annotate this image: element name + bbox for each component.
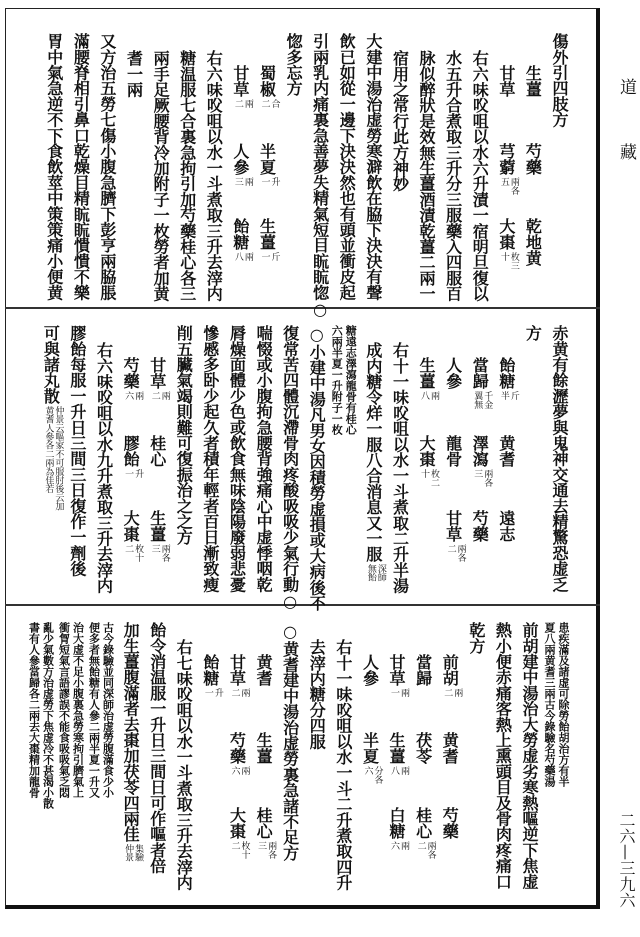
main-text: ○黄耆建中湯治虚勞裏急諸不足方 <box>280 622 300 861</box>
ingredient <box>436 732 463 764</box>
ingredient-name: 甘草 <box>387 654 407 686</box>
ingredient <box>492 218 519 271</box>
ingredient-name: 芍藥 <box>470 510 490 542</box>
text-line <box>386 50 413 191</box>
ingredient-name: 生薑 <box>147 510 167 542</box>
ingredient <box>117 435 144 479</box>
dosage-note: 升一 <box>123 469 144 478</box>
ingredient <box>439 357 466 389</box>
text-column <box>120 33 147 318</box>
text-column <box>173 33 200 318</box>
ingredient-name: 龍骨 <box>443 435 463 467</box>
dosage-note: 兩三 <box>232 177 253 186</box>
text-line <box>170 325 197 545</box>
text-column <box>196 325 223 610</box>
text-column <box>542 622 572 907</box>
ingredient-name: 芍藥 <box>121 357 141 389</box>
ingredient-name: 膠飴 <box>121 435 141 467</box>
ingredient <box>382 732 409 776</box>
dosage-note: 枚十二 <box>229 841 250 859</box>
dosage-note: 枚三十 <box>498 252 519 270</box>
ingredient-name: 澤瀉 <box>470 435 490 467</box>
text-column <box>276 325 303 610</box>
ingredient-name: 當歸 <box>470 357 490 389</box>
ingredient <box>412 435 439 488</box>
text-line <box>462 622 489 653</box>
text-column <box>545 325 572 610</box>
text-line <box>249 325 276 592</box>
text-line <box>359 33 386 300</box>
ingredient <box>117 510 144 563</box>
text-column <box>409 622 436 907</box>
dosage-note: 兩一 <box>389 688 410 697</box>
main-text: 宿用之常行此方神妙 <box>390 50 410 192</box>
text-line <box>37 325 64 510</box>
dosage-note: 合二 <box>259 99 280 108</box>
text-column <box>200 33 227 318</box>
ingredient-name: 蜀椒 <box>257 65 277 97</box>
text-line <box>329 639 356 890</box>
ingredient-name: 前胡 <box>440 654 460 686</box>
ingredient <box>436 807 463 839</box>
main-text: 赤黄有餘瀝夢與鬼神交通去精驚恐虚乏 <box>550 325 569 592</box>
ingredient-name: 桂心 <box>147 435 167 467</box>
text-line <box>306 33 333 319</box>
text-line <box>519 325 546 341</box>
text-column <box>170 622 197 907</box>
ingredient-name: 桂心 <box>254 807 274 839</box>
ingredient-name: 大棗 <box>496 218 516 250</box>
text-column <box>147 33 174 318</box>
text-line <box>147 50 174 301</box>
collection-label: 藏 <box>616 143 636 160</box>
ingredient <box>143 435 170 467</box>
ingredient-name: 黄耆 <box>496 435 516 467</box>
ingredient-name: 芍藥 <box>227 732 247 764</box>
main-text: 飴令消温服一升日三間日可作嘔者倍 <box>147 622 167 874</box>
ingredient-name: 大棗 <box>227 807 247 839</box>
ingredient <box>223 732 250 776</box>
ingredient-name: 人參 <box>360 654 380 686</box>
ingredient-name: 黄耆 <box>440 732 460 764</box>
text-column <box>249 325 276 610</box>
text-line <box>276 622 303 861</box>
text-column <box>67 33 94 318</box>
text-column <box>279 33 306 318</box>
ingredient <box>196 654 223 698</box>
text-column <box>306 33 333 318</box>
main-text: 乾方 <box>466 622 486 654</box>
text-line <box>120 50 147 97</box>
ingredient-name: 半夏 <box>257 143 277 175</box>
ingredient-name: 生薑 <box>257 218 277 250</box>
text-column <box>143 325 170 610</box>
text-column <box>329 325 359 610</box>
text-line <box>90 342 117 593</box>
text-column <box>462 622 489 907</box>
ingredient-name: 黄耆 <box>254 654 274 686</box>
page-number: 二六—三九六 <box>617 812 636 908</box>
dosage-note: 枚二十 <box>419 469 440 487</box>
main-text: 右七味㕮咀以水一斗煮取三升去滓内 <box>174 639 194 891</box>
text-column <box>386 325 413 610</box>
ingredient <box>519 218 546 266</box>
dosage-note: 斤半 <box>498 391 519 400</box>
main-text: 方 <box>523 325 543 341</box>
ingredient-name: 生薑 <box>387 732 407 764</box>
ingredient-name: 桂心 <box>413 807 433 839</box>
text-column <box>466 325 493 610</box>
text-column <box>249 622 276 907</box>
text-line <box>143 622 170 873</box>
main-text: 可與諸丸散 <box>41 325 61 404</box>
ingredient <box>253 218 280 262</box>
text-line <box>170 639 197 890</box>
text-column <box>37 325 64 610</box>
text-line <box>412 50 439 301</box>
ingredient <box>382 807 409 851</box>
text-line <box>200 50 227 301</box>
text-column <box>545 33 572 318</box>
dosage-note: 兩二 <box>149 391 170 400</box>
main-text: 膠飴每服一升日三間三日復作一劑後 <box>67 325 87 577</box>
ingredient-name: 甘草 <box>147 357 167 389</box>
dosage-note: 枚十二 <box>123 544 144 562</box>
text-line <box>545 33 572 127</box>
ingredient-name: 甘草 <box>230 65 250 97</box>
main-text: 右十一味㕮咀以水一斗二升煮取四升 <box>333 639 353 891</box>
text-column <box>93 33 120 318</box>
main-text: 右六味㕮咀以水六升漬一宿明旦復以 <box>470 50 490 302</box>
ingredient-name: 芍藥 <box>523 143 543 175</box>
main-text: ○小建中湯凡男女因積勞虚損或大病後不 <box>307 325 327 611</box>
text-column <box>519 325 546 610</box>
main-text: 前胡建中湯治大勞虚劣寒熱嘔逆下焦虚 <box>520 622 539 889</box>
ingredient-name: 甘草 <box>496 65 516 97</box>
text-panel-middle <box>8 325 572 610</box>
main-text: 右六味㕮咀以水一斗煮取三升去滓内 <box>204 50 224 302</box>
ingredient-name: 白糖 <box>387 807 407 839</box>
ingredient-name: 大棗 <box>417 435 437 467</box>
text-column <box>359 33 386 318</box>
interlinear-note: 仲景云嘔家不可服肘後云加黄耆人參各二兩為佳若 <box>43 405 64 510</box>
dosage-note: 斤一 <box>259 252 280 261</box>
main-text: 大建中湯治虚勞寒澼飲在脇下決決有聲 <box>363 33 383 300</box>
ingredient-name: 生薑 <box>254 732 274 764</box>
dosage-note: 兩二 <box>442 688 463 697</box>
ingredient <box>249 807 276 860</box>
text-line <box>93 33 120 300</box>
text-column <box>276 622 303 907</box>
ingredient <box>409 732 436 764</box>
text-column <box>196 622 223 907</box>
text-column <box>329 622 356 907</box>
text-line <box>196 325 223 592</box>
dosage-note: 兩六 <box>389 841 410 850</box>
text-column <box>27 622 57 907</box>
dosage-note: 分各六 <box>362 766 383 784</box>
text-column <box>170 325 197 610</box>
text-column <box>143 622 170 907</box>
ingredient <box>409 654 436 686</box>
dosage-note: 兩各三 <box>149 544 170 562</box>
main-text: 惚多忘方 <box>284 33 304 96</box>
text-line <box>386 342 413 593</box>
text-column <box>57 622 87 907</box>
ingredient-name: 甘草 <box>443 510 463 542</box>
ingredient <box>356 732 383 785</box>
ingredient <box>226 218 253 262</box>
interlinear-note: 深師無飴 <box>365 563 386 582</box>
text-column <box>223 325 250 610</box>
ingredient <box>409 807 436 860</box>
text-column <box>226 33 253 318</box>
dosage-note: 兩二 <box>232 99 253 108</box>
main-text: 耆一兩 <box>124 50 144 98</box>
ingredient-name: 生薑 <box>523 65 543 97</box>
main-text: 又方治五勞七傷小腹急臍下彭亨兩脇脹 <box>97 33 117 300</box>
text-line <box>333 33 360 300</box>
text-line <box>276 325 303 611</box>
text-line <box>63 325 90 576</box>
ingredient <box>466 510 493 542</box>
main-text: 脣燥面體少色或飲食無味陰陽廢弱悲憂 <box>227 325 247 592</box>
ingredient-name: 飴糖 <box>230 218 250 250</box>
main-text: 傷外引四肢方 <box>550 33 569 128</box>
ingredient <box>492 510 519 542</box>
main-text: 兩手足厥腰背冷加附子一枚勞者加黄 <box>151 50 171 302</box>
text-panel-top <box>8 33 572 318</box>
main-text: 胃中氣急逆不下食飲莖中策策痛小便黄 <box>44 33 64 300</box>
main-text: 脉似醉狀是效無生薑酒漬乾薑二兩一 <box>417 50 437 302</box>
main-text: 熱小便赤痛客熱上熏頭目及骨肉疼痛口 <box>493 622 513 889</box>
ingredient-name: 甘草 <box>227 654 247 686</box>
ingredient <box>117 357 144 401</box>
main-text: 去滓内糖分四服 <box>307 639 327 749</box>
text-column <box>382 622 409 907</box>
dosage-note: 兩各三 <box>472 469 493 487</box>
text-column <box>356 622 383 907</box>
text-column <box>492 325 519 610</box>
ingredient-name: 茯苓 <box>413 732 433 764</box>
main-text: 引兩乳内痛裏急善夢失精氣短目䀮䀮惚○ <box>310 33 330 319</box>
ingredient <box>143 357 170 401</box>
dosage-note: 升一 <box>259 177 280 186</box>
interlinear-note: 古今錄驗並同深師治虚勞腹滿食少小便多者無飴糖有人參二兩半夏一升又 <box>87 622 115 798</box>
interlinear-note: 集驗仲景 <box>123 843 144 862</box>
ingredient <box>356 654 383 686</box>
text-column <box>519 33 546 318</box>
dosage-note: 升一 <box>202 688 223 697</box>
text-line <box>67 33 94 300</box>
dosage-note: 兩八 <box>232 252 253 261</box>
dosage-note: 兩八 <box>389 766 410 775</box>
text-column <box>412 33 439 318</box>
text-column <box>117 325 144 610</box>
text-column <box>439 33 466 318</box>
ingredient <box>382 654 409 698</box>
text-line <box>303 325 330 611</box>
text-column <box>386 33 413 318</box>
ingredient <box>249 732 276 764</box>
text-column <box>492 33 519 318</box>
ingredient <box>412 357 439 401</box>
ingredient <box>249 654 276 686</box>
text-column <box>439 325 466 610</box>
ingredient-name: 遠志 <box>496 510 516 542</box>
ingredient-name: 乾地黄 <box>523 218 543 266</box>
text-column <box>117 622 144 907</box>
text-line <box>303 639 330 749</box>
dosage-note: 兩各五 <box>498 177 519 195</box>
text-column <box>253 33 280 318</box>
dosage-note: 兩八 <box>419 391 440 400</box>
dosage-note: 兩六 <box>229 766 250 775</box>
interlinear-note: 亂少氣數方治虚勞下焦虚冷不甚渴小散書有人參當歸各二兩去大棗精加龍骨 <box>27 622 55 809</box>
text-column <box>412 325 439 610</box>
text-column <box>223 622 250 907</box>
ingredient <box>143 510 170 563</box>
ingredient <box>519 65 546 97</box>
main-text: 加生薑腹滿者去棗加茯苓四兩佳 <box>121 622 141 842</box>
text-line <box>279 33 306 96</box>
main-text: 飲已如從一邊下決決然也有頭並衝皮起 <box>337 33 357 300</box>
ingredient-name: 芎藭 <box>496 143 516 175</box>
ingredient-name: 飴糖 <box>496 357 516 389</box>
ingredient <box>466 435 493 488</box>
dosage-note: 兩各二 <box>445 544 466 562</box>
ingredient <box>223 654 250 698</box>
dosage-note: 千金翼無 <box>472 391 493 409</box>
main-text: 水五升合煮取三升分三服藥入四服百 <box>443 50 463 302</box>
ingredient <box>253 65 280 109</box>
main-text: 右十一味㕮咀以水一斗煮取二升半湯 <box>390 342 410 594</box>
text-column <box>63 325 90 610</box>
ingredient <box>439 510 466 563</box>
ingredient <box>436 654 463 698</box>
text-line <box>439 50 466 301</box>
ingredient-name: 飴糖 <box>200 654 220 686</box>
text-line <box>359 342 386 583</box>
text-line <box>515 622 542 889</box>
dosage-note: 兩各三 <box>256 841 277 859</box>
ingredient-name: 生薑 <box>417 357 437 389</box>
ingredient <box>492 357 519 401</box>
dosage-note: 兩各二 <box>415 841 436 859</box>
main-text: 削五臟氣竭則難可復振治之之方 <box>174 325 194 545</box>
text-line <box>223 325 250 592</box>
ingredient-name: 人參 <box>443 357 463 389</box>
text-column <box>90 325 117 610</box>
main-text: 成内糖令烊一服八合消息又一服 <box>363 342 383 562</box>
ingredient <box>223 807 250 860</box>
text-panel-bottom <box>8 622 572 907</box>
main-text: 糖温服七合裏急拘引加芍藥桂心各三 <box>177 50 197 302</box>
ingredient <box>492 65 519 97</box>
interlinear-note: 糖遠志澤瀉龍骨有桂心六兩半夏一升附子一枚 <box>330 325 358 435</box>
ingredient-name: 大棗 <box>121 510 141 542</box>
ingredient <box>466 357 493 410</box>
ingredient <box>439 435 466 467</box>
ingredient-name: 當歸 <box>413 654 433 686</box>
ingredient <box>226 65 253 109</box>
collection-label: 道 <box>616 78 636 95</box>
ingredient <box>492 435 519 467</box>
ingredient <box>492 143 519 196</box>
main-text: 復常苦四體沉滯骨肉疼酸吸吸少氣行動○ <box>280 325 300 611</box>
text-column <box>40 33 67 318</box>
main-text: 慘慼多卧少起久者積年輕者百日漸致瘦 <box>200 325 220 592</box>
text-line <box>117 622 144 863</box>
text-column <box>466 33 493 318</box>
text-column <box>333 33 360 318</box>
text-line <box>173 50 200 301</box>
text-line <box>545 325 572 592</box>
ingredient-name: 人參 <box>230 143 250 175</box>
text-line <box>489 622 516 889</box>
text-column <box>515 622 542 907</box>
ingredient <box>226 143 253 187</box>
ingredient-name: 半夏 <box>360 732 380 764</box>
interlinear-note: 治大虚不足小腹裏急勞寒拘引臍氣上衝胷短氣言語謬誤不能食吸吸氣乏悶 <box>57 622 85 798</box>
main-text: 喘惙或小腹拘急腰背強痛心中虚悸咽乾 <box>254 325 274 592</box>
text-column <box>87 622 117 907</box>
main-text: 滿腰脊相引鼻口乾燥目精䀮䀮憒憒不樂 <box>71 33 91 300</box>
text-column <box>359 325 386 610</box>
ingredient <box>519 143 546 175</box>
text-line <box>466 50 493 301</box>
ingredient <box>253 143 280 187</box>
text-column <box>436 622 463 907</box>
text-column <box>489 622 516 907</box>
text-column <box>303 622 330 907</box>
main-text: 右六味㕮咀以水九升煮取三升去滓内 <box>94 342 114 594</box>
interlinear-note: 患疾滿及諸虚可除勞飴胡治方有半夏八兩黄耆三兩古今錄驗名芍藥湯 <box>543 622 570 787</box>
ingredient-name: 芍藥 <box>440 807 460 839</box>
dosage-note: 兩二 <box>229 688 250 697</box>
text-line <box>40 33 67 300</box>
text-column <box>303 325 330 610</box>
dosage-note: 兩六 <box>123 391 144 400</box>
